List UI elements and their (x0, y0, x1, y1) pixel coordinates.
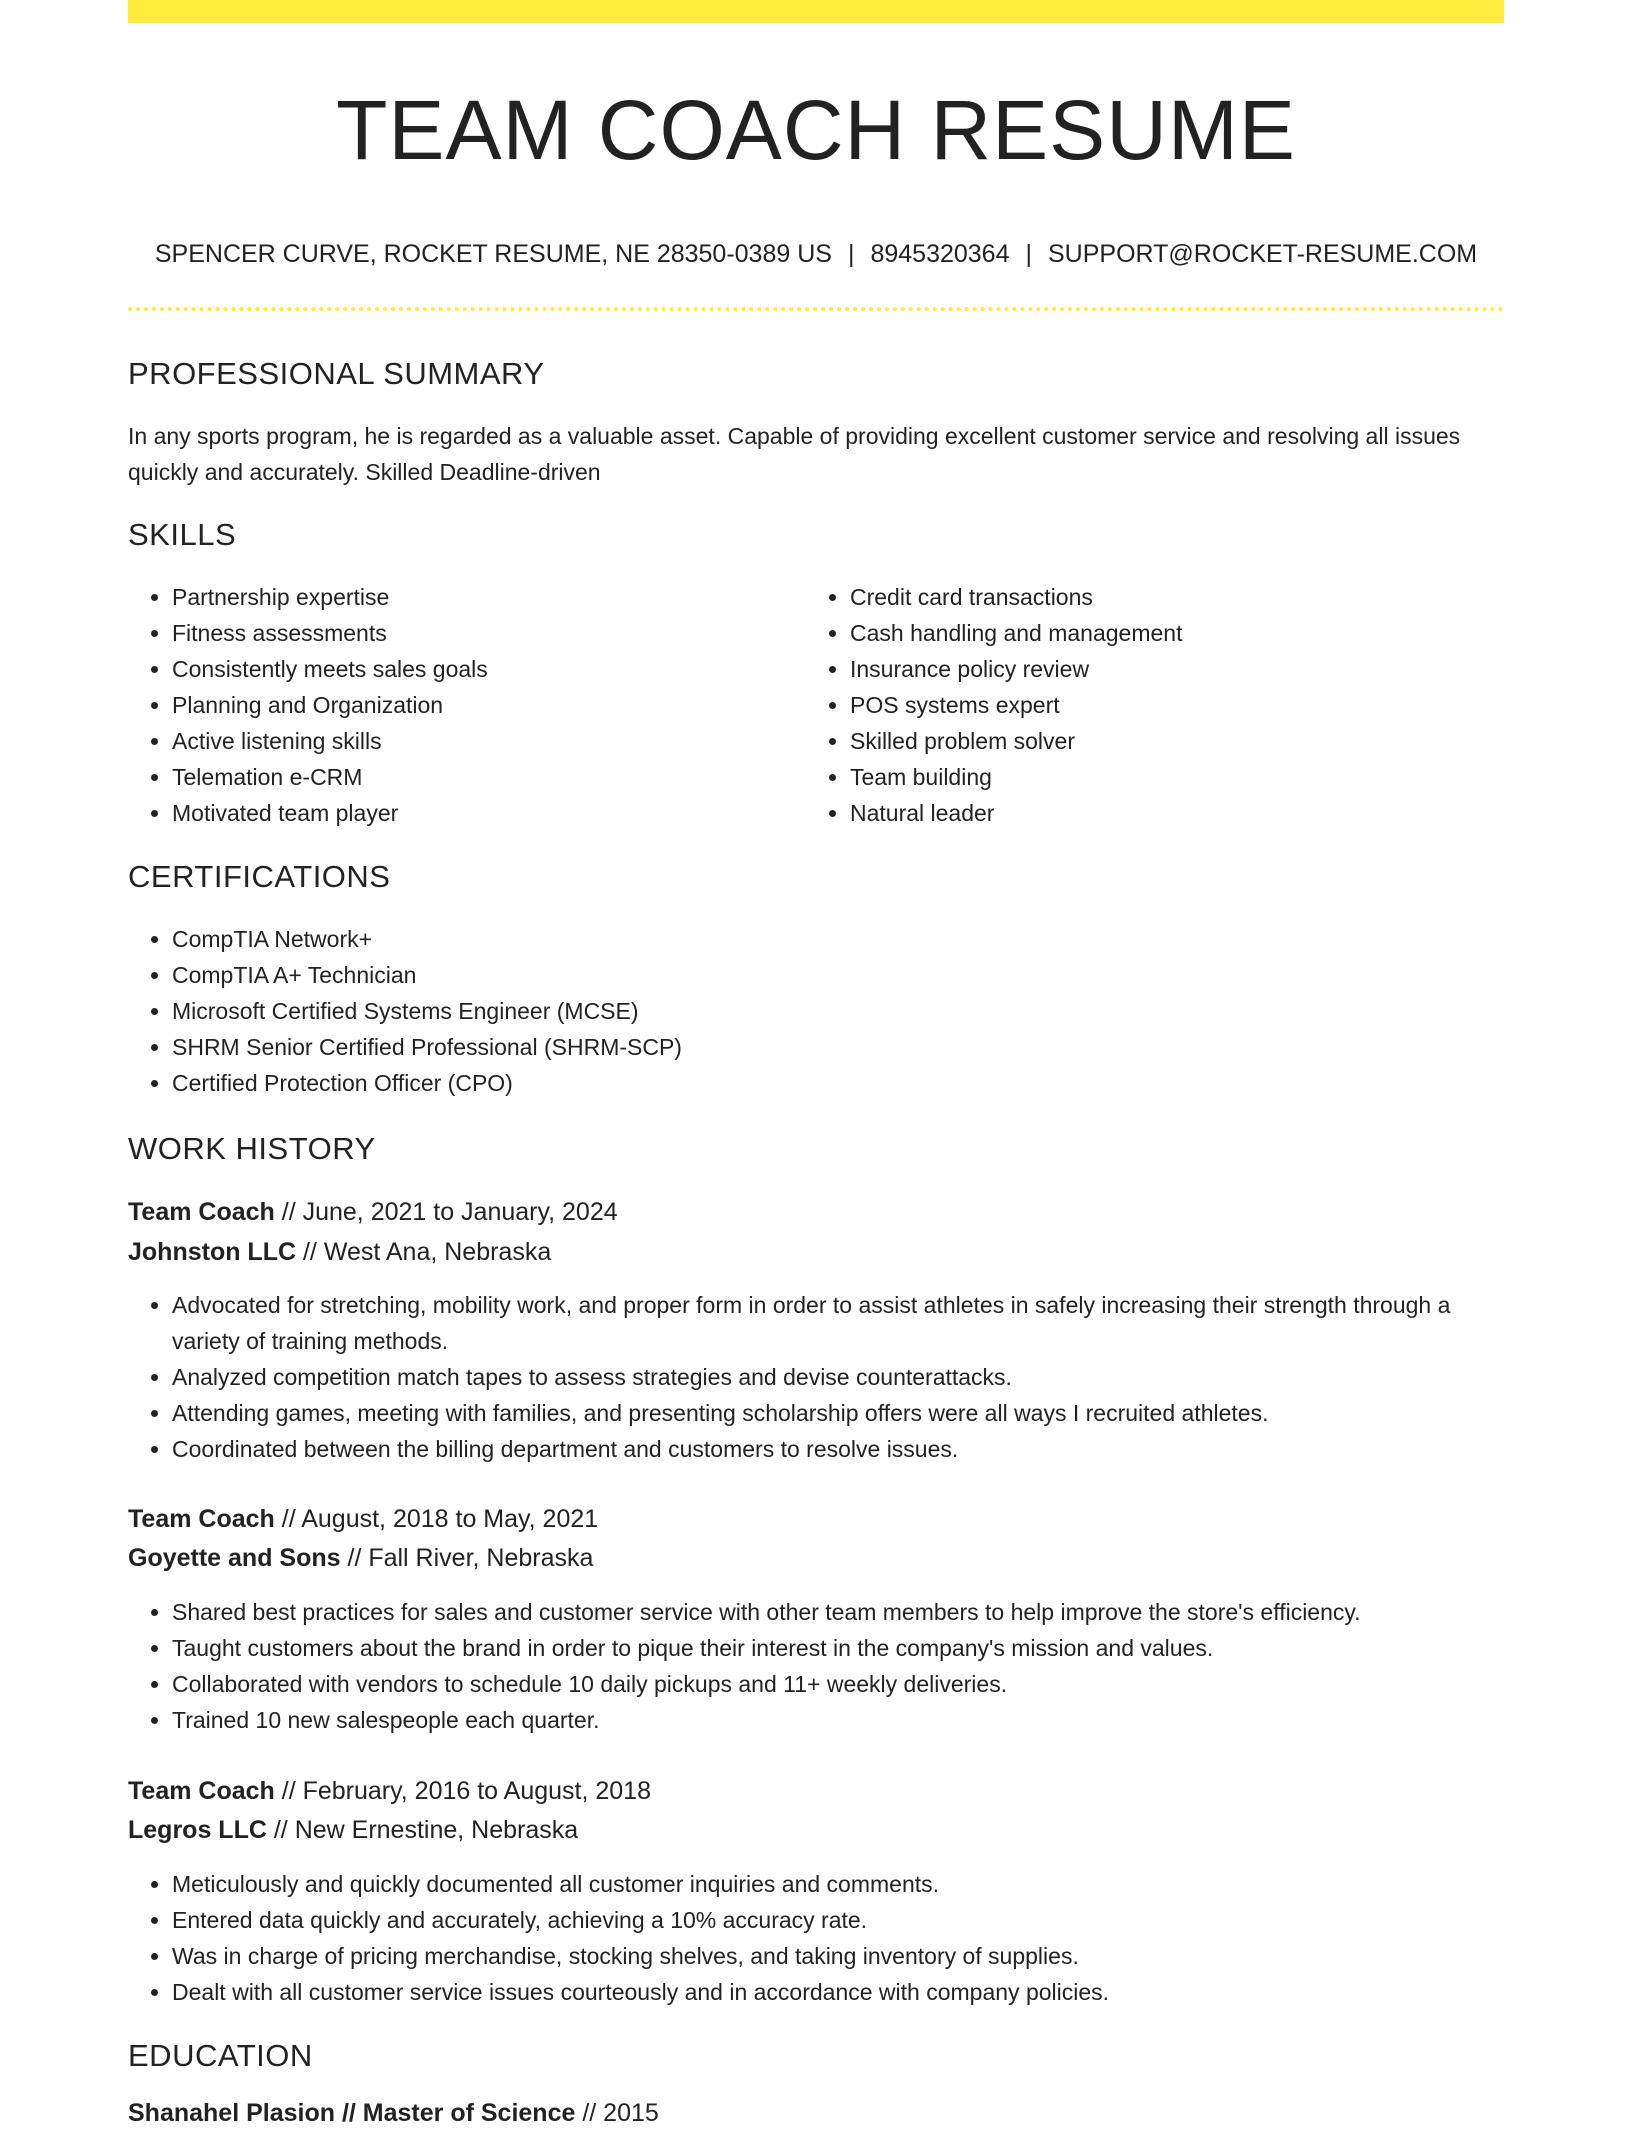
education-line (128, 2094, 659, 2132)
certification-item: • Microsoft Certified Systems Engineer (MCSE) (172, 993, 1472, 1029)
job-company-line (128, 1811, 578, 1849)
dotted-divider (128, 307, 1504, 311)
contact-phone: 8945320364 (870, 240, 1010, 268)
contact-email: SUPPORT@ROCKET-RESUME.COM (1048, 240, 1478, 268)
job-bullet: • Analyzed competition match tapes to assess strategies and devise counterattacks. (172, 1359, 1504, 1395)
skill-item: • Insurance policy review (850, 651, 1500, 687)
contact-address: SPENCER CURVE, ROCKET RESUME, NE 28350-0389 US (154, 240, 832, 268)
certification-item: • CompTIA Network+ (172, 921, 1472, 957)
job-role: Team Coach (128, 1198, 275, 1226)
certification-item: • SHRM Senior Certified Professional (SHRM-SCP) (172, 1029, 1472, 1065)
certifications-heading: CERTIFICATIONS (128, 859, 391, 894)
job-bullet: • Trained 10 new salespeople each quarter. (172, 1702, 1548, 1738)
job-bullets (128, 1287, 1504, 1467)
job-role: Team Coach (128, 1505, 275, 1533)
job-bullet: • Dealt with all customer service issues courteously and in accordance with company policies. (172, 1974, 1504, 2010)
accent-bar (128, 0, 1504, 23)
skill-item: • Cash handling and management (850, 615, 1500, 651)
education-heading: EDUCATION (128, 2038, 313, 2073)
job-bullet: • Shared best practices for sales and customer service with other team members to help improve the store's efficiency. (172, 1594, 1548, 1630)
skill-item: • Telemation e-CRM (172, 759, 792, 795)
skill-item: • Team building (850, 759, 1500, 795)
resume-title: TEAM COACH RESUME (336, 83, 1296, 177)
job-title-line (128, 1500, 598, 1538)
certification-item: • CompTIA A+ Technician (172, 957, 1472, 993)
job-company: Goyette and Sons (128, 1544, 341, 1572)
job-title-line (128, 1772, 651, 1810)
skills-list-left (128, 579, 792, 831)
job-company: Johnston LLC (128, 1238, 297, 1266)
skill-item: • Fitness assessments (172, 615, 792, 651)
job-company-line (128, 1539, 593, 1577)
certification-item: • Certified Protection Officer (CPO) (172, 1065, 1472, 1101)
job-bullet: • Entered data quickly and accurately, achieving a 10% accuracy rate. (172, 1902, 1504, 1938)
skill-item: • Consistently meets sales goals (172, 651, 792, 687)
summary-text: In any sports program, he is regarded as a valuable asset. Capable of providing excellent customer service and resolving all issues quickly and accurately. Skilled Deadline-driven (128, 423, 1461, 485)
job-company-line (128, 1233, 551, 1271)
skill-item: • Skilled problem solver (850, 723, 1500, 759)
job-bullets (128, 1866, 1504, 2010)
contact-separator: | (1025, 240, 1032, 268)
contact-line (128, 236, 1504, 272)
education-degree: // Master of Science (335, 2099, 576, 2127)
job-bullet: • Collaborated with vendors to schedule 10 daily pickups and 11+ weekly deliveries. (172, 1666, 1548, 1702)
skill-item: • Credit card transactions (850, 579, 1500, 615)
job-role: Team Coach (128, 1777, 275, 1805)
skills-list-right (806, 579, 1500, 831)
skill-item: • Active listening skills (172, 723, 792, 759)
job-bullet: • Advocated for stretching, mobility work, and proper form in order to assist athletes in safely increasing their strength through a variety of training methods. (172, 1287, 1504, 1359)
skill-item: • Partnership expertise (172, 579, 792, 615)
summary-heading: PROFESSIONAL SUMMARY (128, 356, 545, 391)
skill-item: • POS systems expert (850, 687, 1500, 723)
contact-separator: | (847, 240, 855, 268)
job-dates: // February, 2016 to August, 2018 (274, 1777, 651, 1805)
job-location: // West Ana, Nebraska (296, 1238, 552, 1266)
job-bullet: • Coordinated between the billing department and customers to resolve issues. (172, 1431, 1504, 1467)
job-bullet: • Taught customers about the brand in order to pique their interest in the company's mission and values. (172, 1630, 1548, 1666)
job-title-line (128, 1193, 618, 1231)
job-location: // New Ernestine, Nebraska (266, 1816, 579, 1844)
skill-item: • Planning and Organization (172, 687, 792, 723)
job-location: // Fall River, Nebraska (340, 1544, 594, 1572)
certifications-list (128, 921, 1472, 1101)
education-school: Shanahel Plasion (128, 2099, 336, 2127)
skill-item: • Natural leader (850, 795, 1500, 831)
skills-heading: SKILLS (128, 517, 237, 552)
work-history-heading: WORK HISTORY (128, 1131, 376, 1166)
job-bullet: • Was in charge of pricing merchandise, stocking shelves, and taking inventory of supplies. (172, 1938, 1504, 1974)
education-year: // 2015 (575, 2099, 659, 2127)
skill-item: • Motivated team player (172, 795, 792, 831)
job-bullet: • Attending games, meeting with families, and presenting scholarship offers were all ways I recruited athletes. (172, 1395, 1504, 1431)
job-company: Legros LLC (128, 1816, 267, 1844)
job-bullets (128, 1594, 1548, 1738)
job-dates: // August, 2018 to May, 2021 (274, 1505, 599, 1533)
job-bullet: • Meticulously and quickly documented all customer inquiries and comments. (172, 1866, 1504, 1902)
job-dates: // June, 2021 to January, 2024 (274, 1198, 618, 1226)
